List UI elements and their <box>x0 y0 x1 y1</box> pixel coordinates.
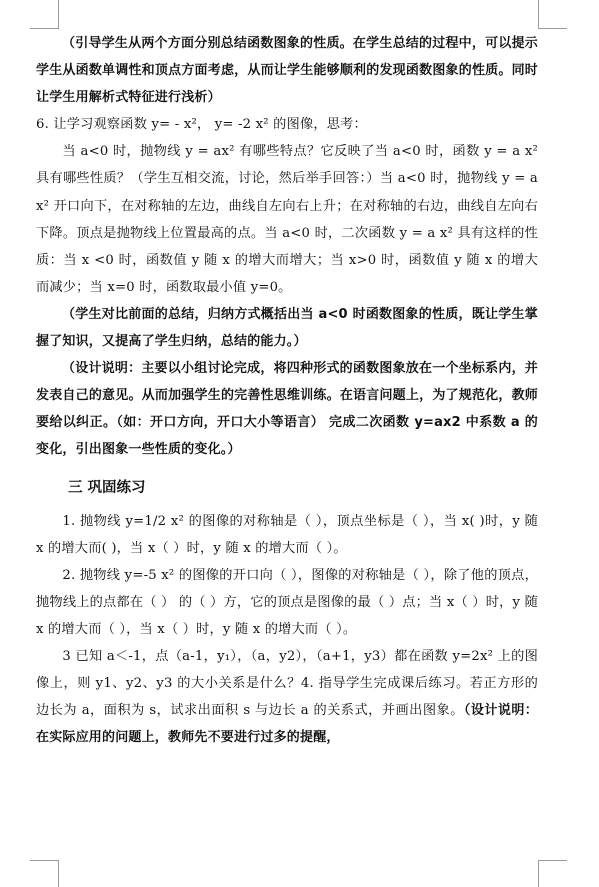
design-note-paragraph: （引导学生从两个方面分别总结函数图象的性质。在学生总结的过程中，可以提示学生从函数单调性和顶点方面考虑，从而让学生能够顺利的发现函数图象的性质。同时让学生用解析式特征进行浅析） <box>36 36 538 106</box>
exercise-3-4-text: 3 已知 a＜-1，点（a-1，y₁），（a，y2），（a+1，y3）都在函数 y=2x² 上的图像上，则 y1、y2、y3 的大小关系是什么？4. 指导学生完成课后练习。若正方形的边长为 a，面积为 s，试求出面积 s 与边长 a 的关系式，并画出图象。 <box>36 648 538 719</box>
property-analysis-paragraph: 当 a<0 时，抛物线 y = ax² 有哪些特点？它反映了当 a<0 时，函数 y = a x² 具有哪些性质？（学生互相交流，讨论，然后举手回答：）当 a<0 时，抛物线 y = a x² 开口向下，在对称轴的左边，曲线自左向右上升；在对称轴的右边，曲线自左向右下降。顶点是抛物线上位置最高的点。当 a<0 时，二次函数 y = a x² 具有这样的性质：当 x <0 时，函数值 y 随 x 的增大而增大；当 x>0 时，函数值 y 随 x 的增大而减少；当 x=0 时，函数取最小值 y=0。 <box>36 144 538 295</box>
design-explanation-paragraph: （设计说明：主要以小组讨论完成，将四种形式的函数图象放在一个坐标系内，并发表自己的意见。从而加强学生的完善性思维训练。在语言问题上，为了规范化，教师要给以纠正。（如：开口方向，开口大小等语言） 完成二次函数 y=ax2 中系数 a 的变化，引出图象一些性质的变化。） <box>36 361 538 458</box>
page-corner-mark <box>538 0 567 29</box>
document-body <box>36 30 538 751</box>
page-corner-mark <box>538 860 567 887</box>
section-heading: 三 巩固练习 <box>68 479 146 496</box>
design-note-inline: （设计说明：在实际应用的问题上，教师先不要进行过多的提醒， <box>36 703 539 746</box>
page-corner-mark <box>30 0 59 29</box>
page-corner-mark <box>30 860 59 887</box>
exercise-3-4 <box>36 643 538 751</box>
question-6-paragraph: 6. 让学习观察函数 y= - x²， y= -2 x² 的图像，思考： <box>36 117 367 133</box>
exercise-1: 1. 抛物线 y=1/2 x² 的图像的对称轴是（ ），顶点坐标是（ ），当 x( )时，y 随 x 的增大而( )，当 x（ ）时，y 随 x 的增大而（ ）。 <box>36 513 538 556</box>
exercise-2: 2. 抛物线 y=-5 x² 的图像的开口向（ ），图像的对称轴是（ ），除了他的顶点，抛物线上的点都在（ ） 的（ ）方，它的顶点是图像的最（ ）点；当 x（ ）时，y 随 x 的增大而（ ），当 x（ ）时，y 随 x 的增大而（ ）。 <box>36 567 538 637</box>
summary-note-paragraph: （学生对比前面的总结，归纳方式概括出当 a<0 时函数图象的性质，既让学生掌握了知识，又提高了学生归纳，总结的能力。） <box>36 306 538 350</box>
